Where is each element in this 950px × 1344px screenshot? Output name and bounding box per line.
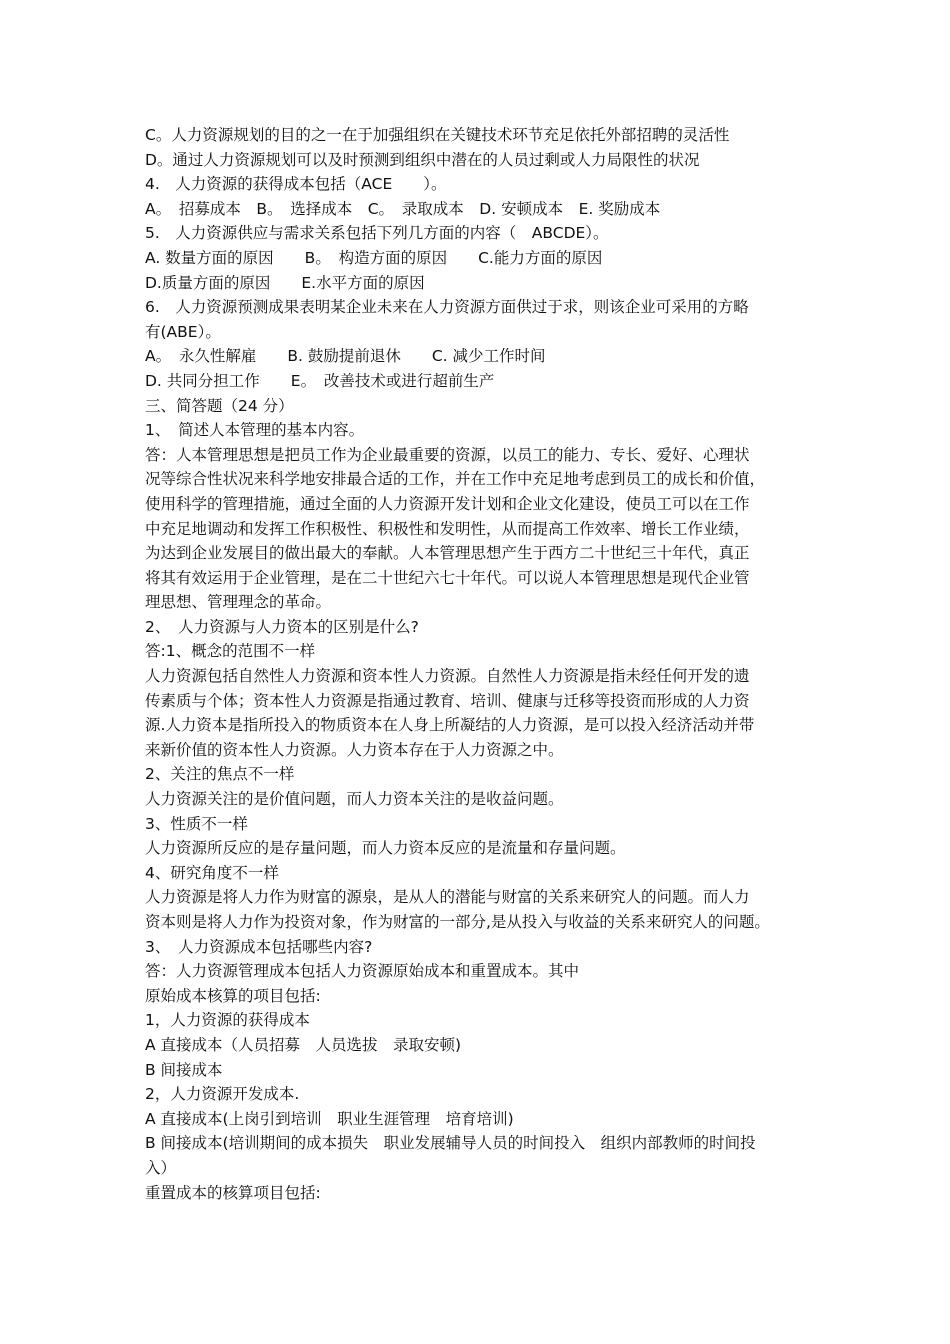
answer-line: 中充足地调动和发挥工作积极性、积极性和发明性，从而提高工作效率、增长工作业绩， xyxy=(145,519,750,538)
section-heading: 三、简答题（24 分） xyxy=(145,396,294,415)
answer-line: 入） xyxy=(145,1158,177,1177)
answer-line: 将其有效运用于企业管理，是在二十世纪六七十年代。可以说人本管理思想是现代企业管 xyxy=(145,568,750,587)
question-6: 有(ABE）。 xyxy=(145,322,221,341)
answer-line: 答：人本管理思想是把员工作为企业最重要的资源，以员工的能力、专长、爱好、心理状 xyxy=(145,445,750,464)
text-line: D。通过人力资源规划可以及时预测到组织中潜在的人员过剩或人力局限性的状况 xyxy=(145,150,700,169)
answer-line: 传素质与个体；资本性人力资源是指通过教育、培训、健康与迁移等投资而形成的人力资 xyxy=(145,691,750,710)
answer-line: 重置成本的核算项目包括: xyxy=(145,1183,321,1202)
answer-line: 3、性质不一样 xyxy=(145,814,248,833)
answer-line: 为达到企业发展目的做出最大的奉献。人本管理思想产生于西方二十世纪三十年代，真正 xyxy=(145,544,750,563)
question-6: 6. 人力资源预测成果表明某企业未来在人力资源方面供过于求，则该企业可采用的方略 xyxy=(145,298,749,317)
answer-line: 答:1、概念的范围不一样 xyxy=(145,642,316,661)
short-question-2: 2、 人力资源与人力资本的区别是什么? xyxy=(145,617,419,636)
answer-line: 4、研究角度不一样 xyxy=(145,863,279,882)
answer-line: 人力资源所反应的是存量问题，而人力资本反应的是流量和存量问题。 xyxy=(145,839,626,858)
question-5-options: D.质量方面的原因 E.水平方面的原因 xyxy=(145,273,425,292)
question-4-options: A。 招募成本 B。 选择成本 C。 录取成本 D. 安顿成本 E. 奖励成本 xyxy=(145,199,661,218)
answer-line: 人力资源包括自然性人力资源和资本性人力资源。自然性人力资源是指未经任何开发的遗 xyxy=(145,667,750,686)
answer-line: 答：人力资源管理成本包括人力资源原始成本和重置成本。其中 xyxy=(145,962,580,981)
answer-line: 原始成本核算的项目包括: xyxy=(145,986,321,1005)
answer-line: 2、关注的焦点不一样 xyxy=(145,765,295,784)
answer-line: 人力资源关注的是价值问题，而人力资本关注的是收益问题。 xyxy=(145,790,564,809)
answer-line: B 间接成本(培训期间的成本损失 职业发展辅导人员的时间投入 组织内部教师的时间投 xyxy=(145,1134,756,1153)
question-5-options: A. 数量方面的原因 B。 构造方面的原因 C.能力方面的原因 xyxy=(145,248,603,267)
question-6-options: A。 永久性解雇 B. 鼓励提前退休 C. 减少工作时间 xyxy=(145,347,546,366)
answer-line: 源.人力资本是指所投入的物质资本在人身上所凝结的人力资源，是可以投入经济活动并带 xyxy=(145,716,755,735)
answer-line: 来新价值的资本性人力资源。人力资本存在于人力资源之中。 xyxy=(145,740,564,759)
question-5: 5. 人力资源供应与需求关系包括下列几方面的内容（ ABCDE）。 xyxy=(145,224,609,243)
answer-line: 况等综合性状况来科学地安排最合适的工作，并在工作中充足地考虑到员工的成长和价值， xyxy=(145,470,766,489)
question-4: 4. 人力资源的获得成本包括（ACE ）。 xyxy=(145,175,447,194)
answer-line: 使用科学的管理措施，通过全面的人力资源开发计划和企业文化建设，使员工可以在工作 xyxy=(145,494,750,513)
short-question-3: 3、 人力资源成本包括哪些内容? xyxy=(145,937,373,956)
answer-line: 资本则是将人力作为投资对象，作为财富的一部分,是从投入与收益的关系来研究人的问题。 xyxy=(145,913,770,931)
answer-line: A 直接成本(上岗引到培训 职业生涯管理 培育培训) xyxy=(145,1109,514,1128)
answer-line: B 间接成本 xyxy=(145,1060,223,1079)
document-body xyxy=(145,123,820,1205)
question-6-options: D. 共同分担工作 E。 改善技术或进行超前生产 xyxy=(145,371,495,390)
answer-line: 2，人力资源开发成本. xyxy=(145,1085,300,1104)
answer-line: 1，人力资源的获得成本 xyxy=(145,1011,310,1030)
answer-line: 理思想、管理理念的革命。 xyxy=(145,593,332,612)
answer-line: 人力资源是将人力作为财富的源泉，是从人的潜能与财富的关系来研究人的问题。而人力 xyxy=(145,888,750,907)
text-line: C。人力资源规划的目的之一在于加强组织在关键技术环节充足依托外部招聘的灵活性 xyxy=(145,126,730,144)
short-question-1: 1、 简述人本管理的基本内容。 xyxy=(145,421,365,440)
answer-line: A 直接成本（人员招募 人员选拔 录取安顿) xyxy=(145,1035,462,1054)
